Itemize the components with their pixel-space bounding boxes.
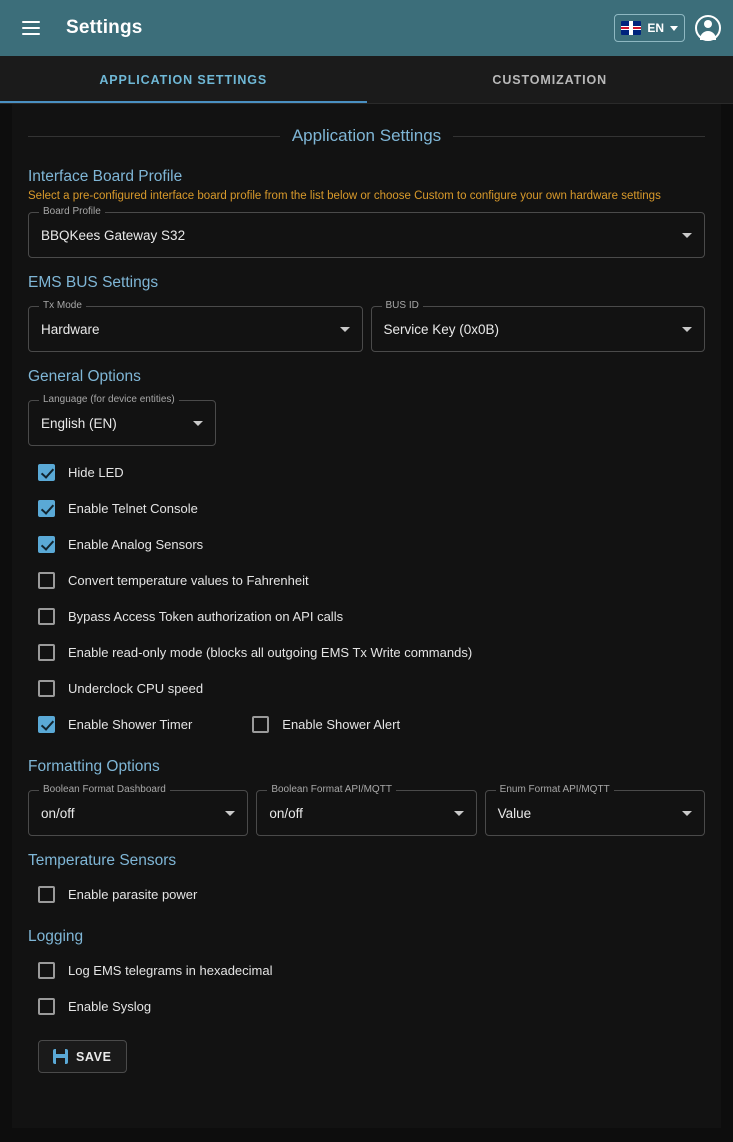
tab-bar xyxy=(0,56,733,104)
checkbox-row-enable-telnet-console xyxy=(28,490,705,526)
hamburger-menu-icon[interactable] xyxy=(12,9,50,47)
section-header-application-settings xyxy=(28,126,705,146)
boolean-format-dashboard-value: on/off xyxy=(41,805,75,821)
checkbox-row-shower xyxy=(28,706,705,742)
language-value: English (EN) xyxy=(41,415,117,431)
account-circle-icon[interactable] xyxy=(695,15,721,41)
interface-board-profile-title: Interface Board Profile xyxy=(28,168,183,185)
chevron-down-icon xyxy=(682,233,692,238)
label-log-ems-telegrams-hex[interactable]: Log EMS telegrams in hexadecimal xyxy=(68,962,273,978)
checkbox-row-log-hex xyxy=(28,952,705,988)
enum-format-api-mqtt-select[interactable] xyxy=(485,784,705,836)
checkbox-hide-led[interactable] xyxy=(38,464,55,481)
checkbox-enable-telnet-console[interactable] xyxy=(38,500,55,517)
language-select[interactable] xyxy=(28,394,216,446)
chevron-down-icon xyxy=(340,327,350,332)
checkbox-row-read-only-mode xyxy=(28,634,705,670)
board-profile-select[interactable] xyxy=(28,206,705,258)
boolean-format-dashboard-legend: Boolean Format Dashboard xyxy=(39,784,170,795)
checkbox-underclock-cpu[interactable] xyxy=(38,680,55,697)
enum-format-api-mqtt-value: Value xyxy=(497,805,532,821)
language-legend: Language (for device entities) xyxy=(39,394,179,405)
checkbox-row-hide-led xyxy=(28,454,705,490)
chevron-down-icon xyxy=(682,327,692,332)
ems-bus-settings-section xyxy=(28,274,705,352)
label-underclock-cpu[interactable]: Underclock CPU speed xyxy=(68,680,204,696)
checkbox-enable-syslog[interactable] xyxy=(38,998,55,1015)
checkbox-row-parasite-power xyxy=(28,876,705,912)
boolean-format-api-mqtt-select[interactable] xyxy=(256,784,476,836)
checkbox-enable-shower-alert[interactable] xyxy=(252,716,269,733)
enum-format-api-mqtt-legend: Enum Format API/MQTT xyxy=(496,784,614,795)
formatting-options-title: Formatting Options xyxy=(28,758,160,775)
uk-flag-icon xyxy=(621,21,641,35)
chevron-down-icon xyxy=(670,26,678,31)
settings-content xyxy=(0,104,733,1142)
board-profile-legend: Board Profile xyxy=(39,206,105,217)
checkbox-row-convert-fahrenheit xyxy=(28,562,705,598)
label-hide-led[interactable]: Hide LED xyxy=(68,464,124,480)
board-profile-value: BBQKees Gateway S32 xyxy=(41,227,186,243)
save-button-label: SAVE xyxy=(76,1049,112,1064)
application-settings-title: Application Settings xyxy=(291,126,442,145)
formatting-options-row xyxy=(28,784,705,836)
checkbox-log-ems-telegrams-hex[interactable] xyxy=(38,962,55,979)
checkbox-row-enable-analog-sensors xyxy=(28,526,705,562)
boolean-format-api-mqtt-legend: Boolean Format API/MQTT xyxy=(267,784,396,795)
general-options-title: General Options xyxy=(28,368,141,385)
temperature-sensors-section xyxy=(28,852,705,912)
logging-section xyxy=(28,928,705,1024)
save-disk-icon xyxy=(53,1049,68,1064)
divider-right xyxy=(453,136,705,137)
ems-bus-settings-title: EMS BUS Settings xyxy=(28,274,159,291)
language-code: EN xyxy=(647,21,664,35)
label-enable-syslog[interactable]: Enable Syslog xyxy=(68,998,152,1014)
label-bypass-access-token[interactable]: Bypass Access Token authorization on API calls xyxy=(68,608,344,624)
save-button-wrap xyxy=(38,1040,705,1073)
chevron-down-icon xyxy=(682,811,692,816)
checkbox-row-bypass-access-token xyxy=(28,598,705,634)
chevron-down-icon xyxy=(225,811,235,816)
checkbox-enable-analog-sensors[interactable] xyxy=(38,536,55,553)
divider-left xyxy=(28,136,280,137)
chevron-down-icon xyxy=(454,811,464,816)
chevron-down-icon xyxy=(193,421,203,426)
label-enable-shower-alert[interactable]: Enable Shower Alert xyxy=(282,716,401,732)
bus-id-legend: BUS ID xyxy=(382,300,423,311)
checkbox-enable-shower-timer[interactable] xyxy=(38,716,55,733)
page-title: Settings xyxy=(66,17,143,38)
label-enable-shower-timer[interactable]: Enable Shower Timer xyxy=(68,716,193,732)
checkbox-row-enable-syslog xyxy=(28,988,705,1024)
interface-board-profile-section xyxy=(28,168,705,258)
app-bar-actions xyxy=(614,14,721,42)
checkbox-enable-parasite-power[interactable] xyxy=(38,886,55,903)
tx-mode-value: Hardware xyxy=(41,321,100,337)
tab-customization[interactable]: CUSTOMIZATION xyxy=(492,72,608,87)
bottom-strip xyxy=(0,1128,733,1142)
checkbox-convert-fahrenheit[interactable] xyxy=(38,572,55,589)
tx-mode-select[interactable] xyxy=(28,300,363,352)
label-enable-parasite-power[interactable]: Enable parasite power xyxy=(68,886,198,902)
ems-bus-settings-row xyxy=(28,300,705,352)
interface-board-profile-description: Select a pre-configured interface board profile from the list below or choose Custom to configure your own hardware settings xyxy=(28,190,661,202)
tab-application-settings[interactable]: APPLICATION SETTINGS xyxy=(0,56,367,103)
formatting-options-section xyxy=(28,758,705,836)
checkbox-read-only-mode[interactable] xyxy=(38,644,55,661)
save-button[interactable] xyxy=(38,1040,127,1073)
checkbox-row-underclock-cpu xyxy=(28,670,705,706)
app-bar xyxy=(0,0,733,56)
bus-id-select[interactable] xyxy=(371,300,706,352)
general-options-section xyxy=(28,368,705,742)
boolean-format-api-mqtt-value: on/off xyxy=(269,805,303,821)
language-selector[interactable] xyxy=(614,14,685,42)
checkbox-bypass-access-token[interactable] xyxy=(38,608,55,625)
bus-id-value: Service Key (0x0B) xyxy=(383,321,500,337)
label-read-only-mode[interactable]: Enable read-only mode (blocks all outgoing EMS Tx Write commands) xyxy=(68,644,473,660)
tx-mode-legend: Tx Mode xyxy=(39,300,86,311)
label-enable-analog-sensors[interactable]: Enable Analog Sensors xyxy=(68,536,204,552)
temperature-sensors-title: Temperature Sensors xyxy=(28,852,177,869)
label-enable-telnet-console[interactable]: Enable Telnet Console xyxy=(68,500,198,516)
label-convert-fahrenheit[interactable]: Convert temperature values to Fahrenheit xyxy=(68,572,309,588)
boolean-format-dashboard-select[interactable] xyxy=(28,784,248,836)
logging-title: Logging xyxy=(28,928,84,945)
